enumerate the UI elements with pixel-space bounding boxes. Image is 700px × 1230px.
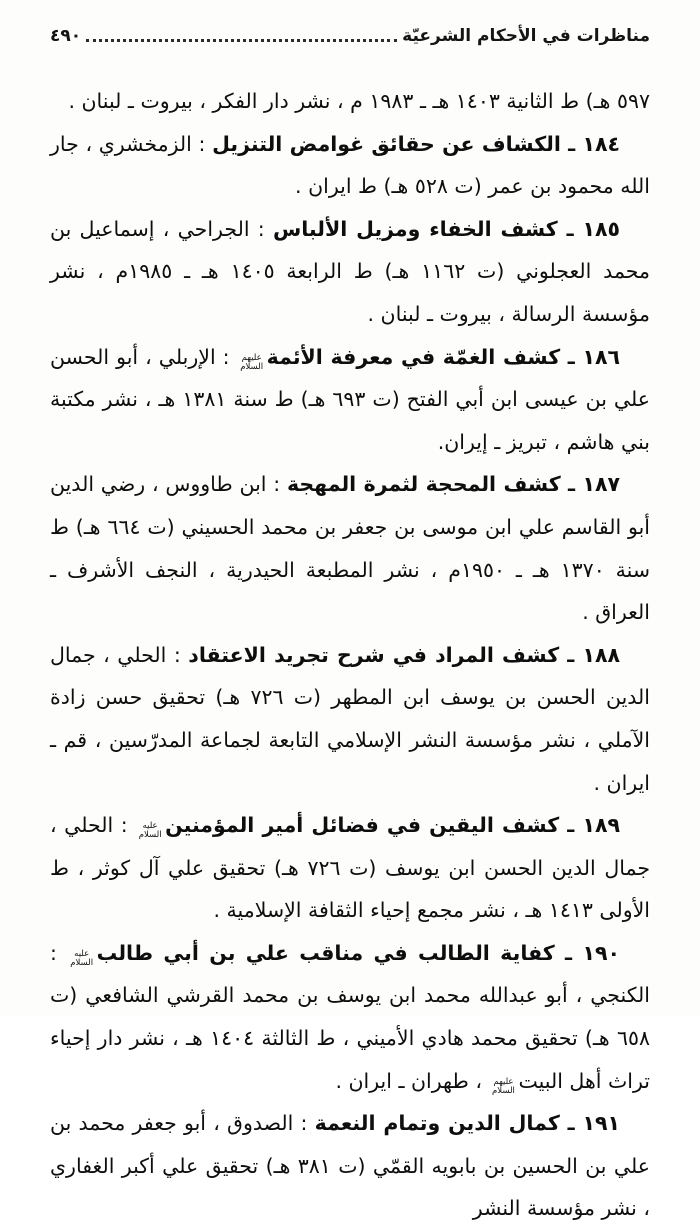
page-number: ٤٩٠ [50, 26, 82, 46]
honorific-mark: عليهم السلام [240, 352, 264, 372]
bib-entry [50, 1102, 650, 1230]
book-title: مناظرات في الأحكام الشرعيّة [402, 26, 650, 46]
honorific-mark: عليهم السلام [492, 1076, 515, 1096]
entry-text: : الصدوق ، أبو جعفر محمد بن علي بن الحسين بن بابويه القمّي (ت ٣٨١ هـ) تحقيق علي أكبر الغفاري ، نشر مؤسسة النشر [50, 1111, 650, 1221]
running-head [50, 26, 650, 46]
entry-title: ١٨٨ ـ كشف المراد في شرح تجريد الاعتقاد [188, 642, 620, 667]
entry-title: ١٨٤ ـ الكشاف عن حقائق غوامض التنزيل [212, 131, 620, 156]
bibliography-content [50, 80, 650, 1230]
honorific-mark: عليه السلام [138, 821, 162, 841]
entry-title: ١٩١ ـ كمال الدين وتمام النعمة [314, 1111, 620, 1136]
bib-entry [50, 463, 650, 633]
bib-entry [50, 123, 650, 208]
entry-title: ١٨٥ ـ كشف الخفاء ومزيل الألباس [272, 216, 620, 241]
entry-text: : ابن طاووس ، رضي الدين أبو القاسم علي ابن موسى بن جعفر بن محمد الحسيني (ت ٦٦٤ هـ) ط سنة ١٣٧٠ هـ ـ ١٩٥٠م ، نشر المطبعة الحيدرية ، النجف الأشرف ـ العراق . [50, 472, 651, 625]
continuation-line: ٥٩٧ هـ) ط الثانية ١٤٠٣ هـ ـ ١٩٨٣ م ، نشر دار الفكر ، بيروت ـ لبنان . [68, 89, 650, 113]
dot-leader [86, 39, 397, 42]
bib-entry [50, 208, 650, 336]
bib-entry [50, 804, 650, 932]
bib-entry [50, 336, 650, 464]
bib-list [50, 123, 650, 1230]
entry-title: ١٩٠ ـ كفاية الطالب في مناقب علي بن أبي طالب [96, 940, 620, 965]
entry-text: : الحلي ، جمال الدين الحسن ابن يوسف (ت ٧٢٦ هـ) تحقيق علي آل كوثر ، ط الأولى ١٤١٣ هـ ، نشر مجمع إحياء الثقافة الإسلامية . [50, 813, 650, 923]
entry-text: : الكنجي ، أبو عبدالله محمد ابن يوسف بن محمد القرشي الشافعي (ت ٦٥٨ هـ) تحقيق محمد هادي الأميني ، ط الثالثة ١٤٠٤ هـ ، نشر دار إحياء تراث أهل البيت [50, 940, 650, 1093]
bib-entry [50, 634, 650, 804]
entry-title: ١٨٧ ـ كشف المحجة لثمرة المهجة [286, 472, 621, 497]
entry-text: : الزمخشري ، جار الله محمود بن عمر (ت ٥٢٨ هـ) ط ايران . [50, 131, 650, 199]
entry-text: : الحلي ، جمال الدين الحسن بن يوسف ابن المطهر (ت ٧٢٦ هـ) تحقيق حسن زادة الآملي ، نشر مؤسسة النشر الإسلامي التابعة لجماعة المدرّسين ، قم ـ ايران . [50, 642, 650, 795]
entry-text: : الجراحي ، إسماعيل بن محمد العجلوني (ت ١١٦٢ هـ) ط الرابعة ١٤٠٥ هـ ـ ١٩٨٥م ، نشر مؤسسة الرسالة ، بيروت ـ لبنان . [50, 216, 651, 326]
honorific-mark: عليه السلام [70, 948, 94, 968]
entry-text: ، طهران ـ ايران . [335, 1068, 489, 1093]
entry-text: : الإربلي ، أبو الحسن علي بن عيسى ابن أبي الفتح (ت ٦٩٣ هـ) ط سنة ١٣٨١ هـ ، نشر مكتبة بني هاشم ، تبريز ـ إيران. [50, 344, 650, 454]
entry-title: ١٨٦ ـ كشف الغمّة في معرفة الأئمة [266, 344, 621, 369]
entry-title: ١٨٩ ـ كشف اليقين في فضائل أمير المؤمنين [165, 813, 621, 838]
bib-entry [50, 932, 650, 1102]
